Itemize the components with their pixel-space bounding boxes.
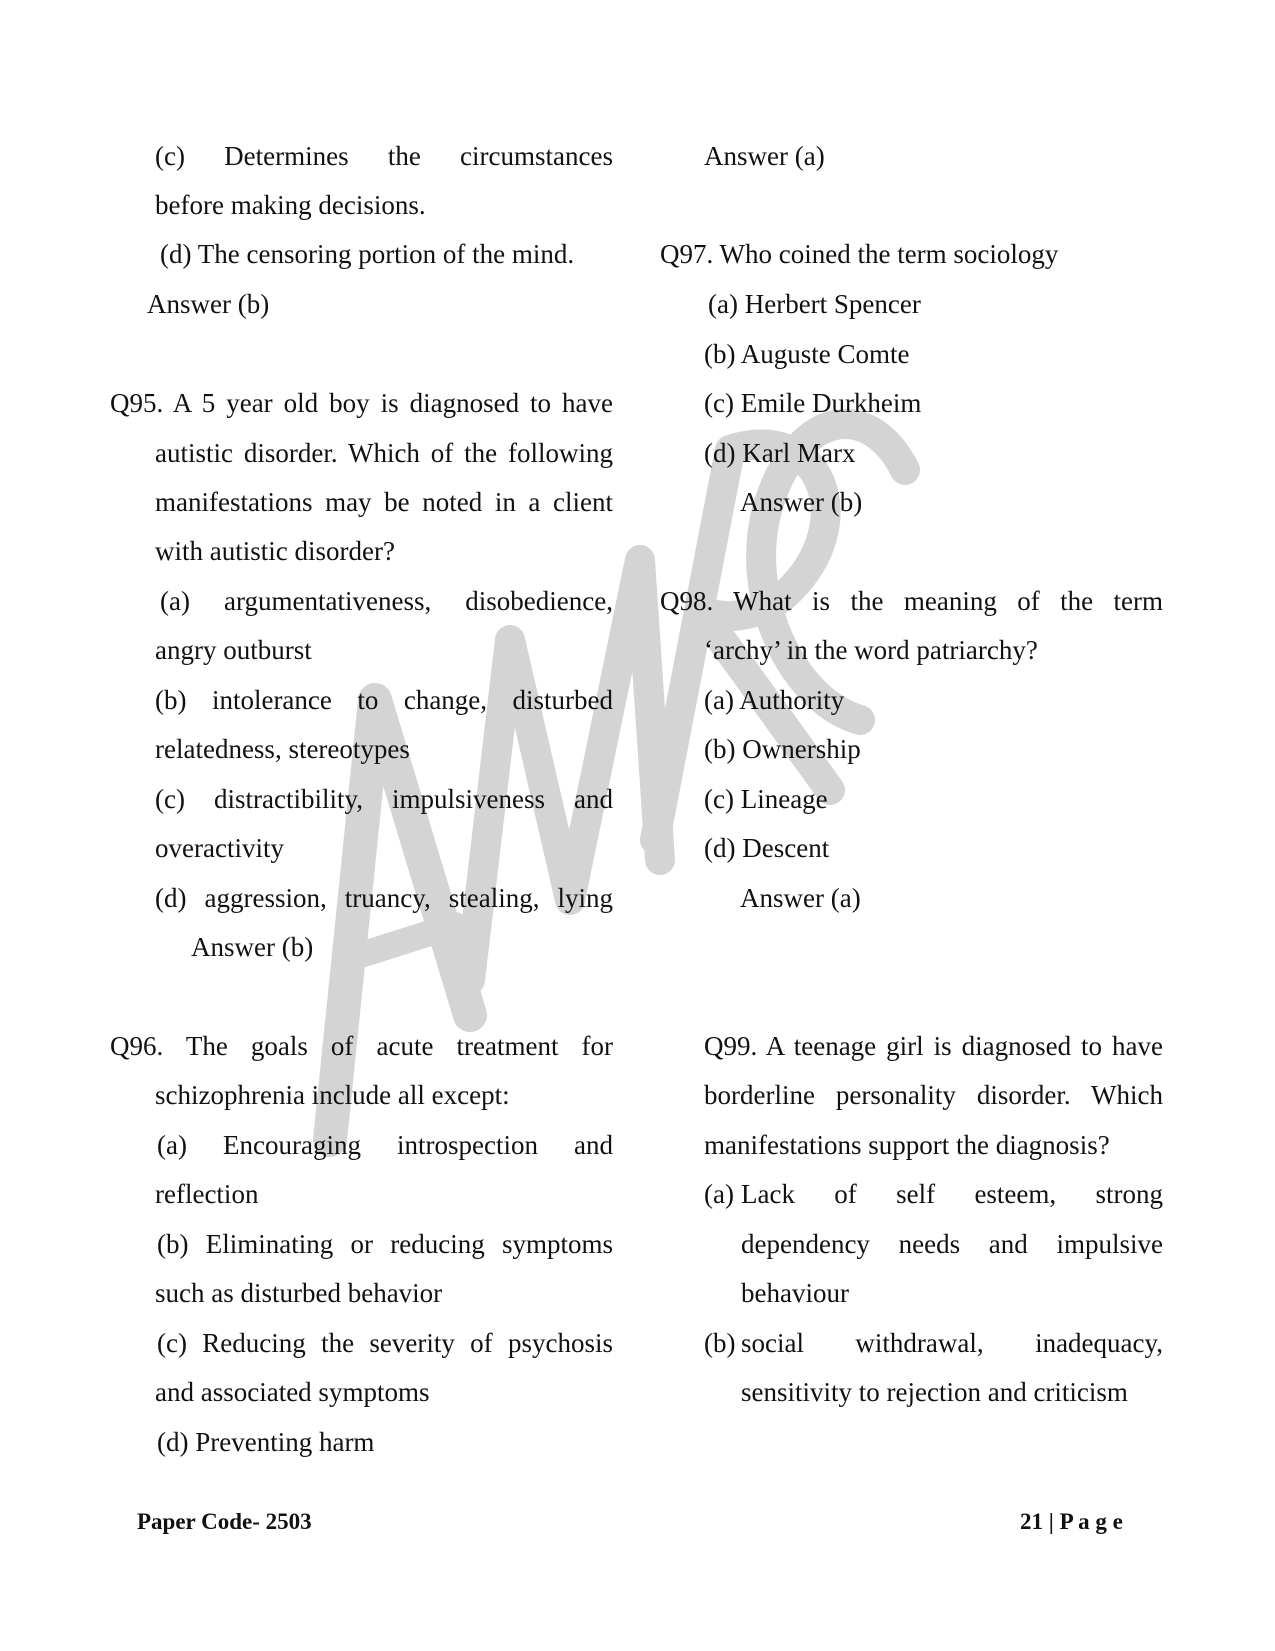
q96-option-b-line1: (b) Eliminating or reducing symptoms [157,1229,613,1259]
q95-option-a-line1: (a) argumentativeness, disobedience, [160,586,613,616]
q95-option-d: (d) aggression, truancy, stealing, lying [155,883,613,913]
q99-question-line2: borderline personality disorder. Which [704,1080,1163,1110]
q95-option-a-line2: angry outburst [155,635,312,665]
q96-option-d: (d) Preventing harm [157,1427,375,1457]
q98-option-c: (c) Lineage [704,784,828,814]
q95-question-line2: autistic disorder. Which of the following [155,438,613,468]
watermark-letter-a [330,700,470,1140]
q95-option-c-line1: (c) distractibility, impulsiveness and [155,784,613,814]
q94-option-c-line1: (c) Determines the circumstances [155,141,613,171]
q96-option-b-line2: such as disturbed behavior [155,1278,443,1308]
page-number: 21 | P a g e [1020,1509,1123,1534]
q95-question-line3: manifestations may be noted in a client [155,487,613,517]
q95-question-line4: with autistic disorder? [155,536,395,566]
q99-question-line3: manifestations support the diagnosis? [704,1130,1110,1160]
q96-question-line2: schizophrenia include all except: [155,1080,510,1110]
q96-option-c-line1: (c) Reducing the severity of psychosis [157,1328,613,1358]
q97-question: Q97. Who coined the term sociology [660,239,1059,269]
q98-answer: Answer (a) [740,883,861,913]
q99-option-b-label: (b) [704,1328,736,1358]
q95-option-c-line2: overactivity [155,833,284,863]
q99-option-b-line2: sensitivity to rejection and criticism [741,1377,1128,1407]
q95-answer: Answer (b) [191,932,314,962]
q99-question-line1: Q99. A teenage girl is diagnosed to have [704,1031,1163,1061]
watermark-letter-m [470,560,660,980]
q96-answer: Answer (a) [704,141,825,171]
q96-option-a-line2: reflection [155,1179,259,1209]
q96-question-line1: Q96. The goals of acute treatment for [110,1031,613,1061]
q97-option-b: (b) Auguste Comte [704,339,910,369]
q96-option-a-line1: (a) Encouraging introspection and [157,1130,613,1160]
q99-option-b-line1: social withdrawal, inadequacy, [741,1328,1163,1358]
q97-option-a: (a) Herbert Spencer [708,289,921,319]
q98-option-b: (b) Ownership [704,734,861,764]
q96-option-c-line2: and associated symptoms [155,1377,430,1407]
q99-option-a-line1: Lack of self esteem, strong [741,1179,1163,1209]
q99-option-a-line2: dependency needs and impulsive [741,1229,1163,1259]
q98-option-a: (a) Authority [704,685,845,715]
q99-option-a-line3: behaviour [741,1278,849,1308]
q97-option-d: (d) Karl Marx [704,438,856,468]
q95-option-b-line2: relatedness, stereotypes [155,734,410,764]
paper-code: Paper Code- 2503 [137,1509,312,1534]
q99-option-a-label: (a) [704,1179,734,1209]
q95-option-b-line1: (b) intolerance to change, disturbed [155,685,613,715]
q94-option-d: (d) The censoring portion of the mind. [160,239,575,269]
q98-question-line1: Q98. What is the meaning of the term [660,586,1163,616]
q97-answer: Answer (b) [740,487,863,517]
q98-question-line2: ‘archy’ in the word patriarchy? [704,635,1038,665]
q94-answer: Answer (b) [147,289,270,319]
q94-option-c-line2: before making decisions. [155,190,426,220]
q98-option-d: (d) Descent [704,833,830,863]
q95-question-line1: Q95. A 5 year old boy is diagnosed to have [110,388,613,418]
q97-option-c: (c) Emile Durkheim [704,388,922,418]
